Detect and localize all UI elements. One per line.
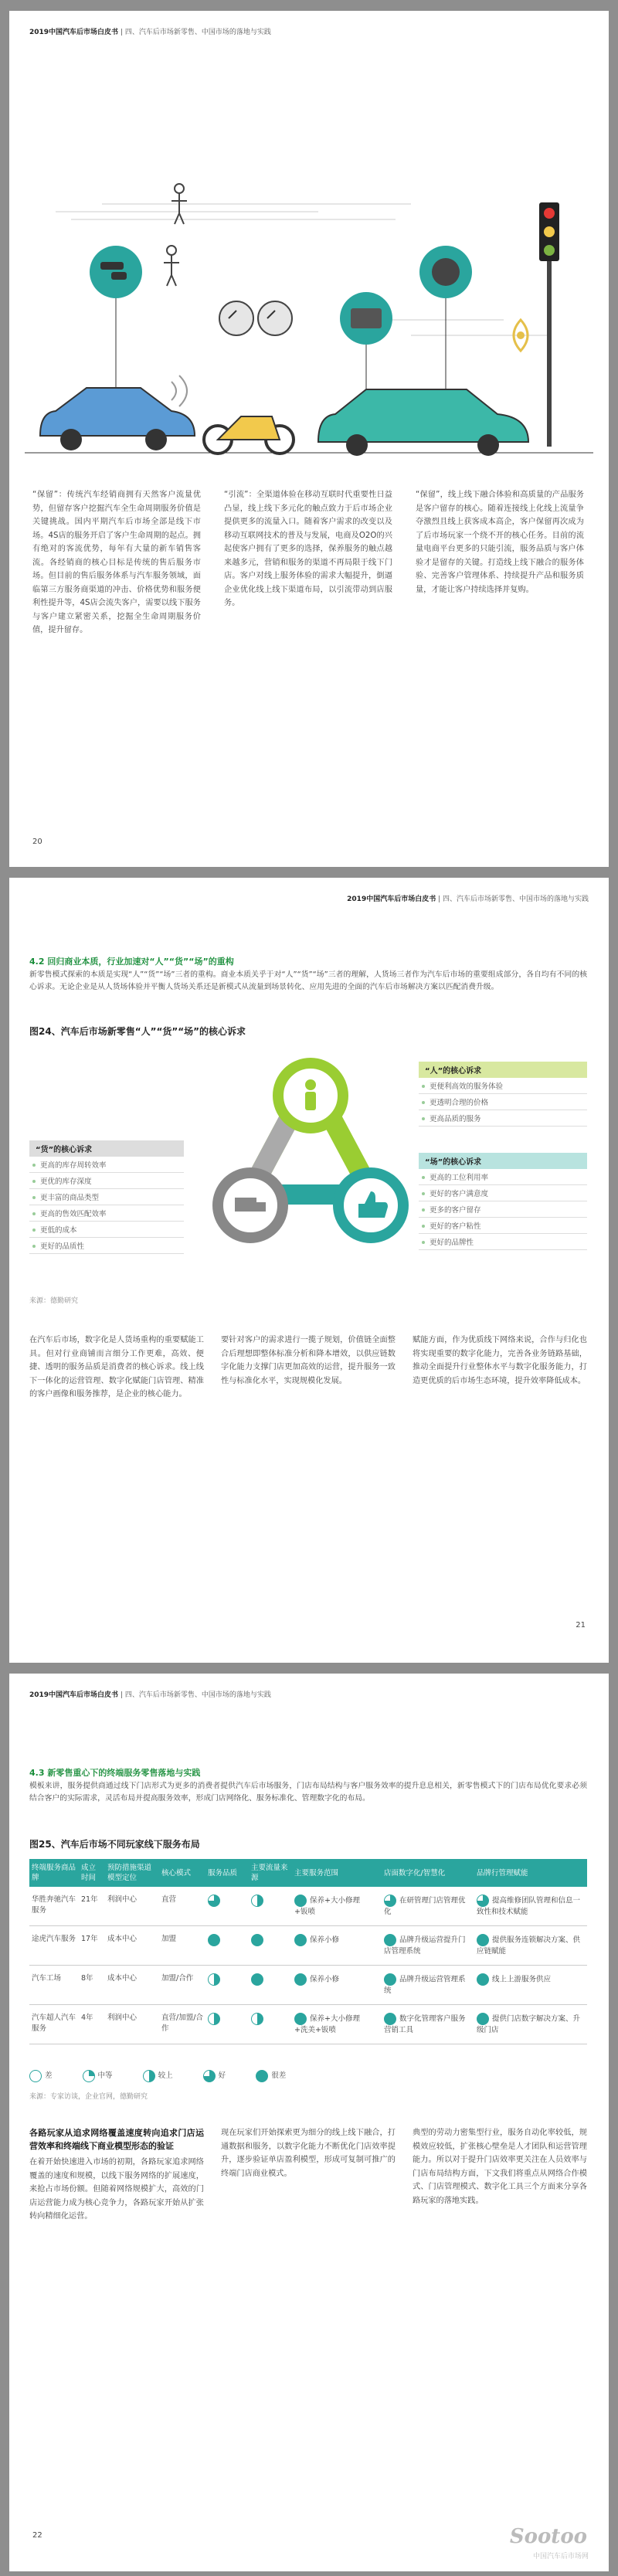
cell-center <box>105 1887 159 1926</box>
cell-year-text: 8年 <box>81 1974 93 1983</box>
status-circle-icon <box>384 1895 396 1907</box>
text-column-3: 典型的劳动力密集型行业，服务自动化率较低，规模效应较低，扩张核心壁垒是人才团队和运营管理能力。所以对于提升门店效率更关注在人员效率与门店布局结构方面，下文我们将重点从网络合作模式、门店管理模式、数字化工具三个方面来分享各路玩家的落地实践。 <box>413 2129 587 2205</box>
status-circle-icon <box>477 1934 489 1946</box>
status-circle-icon <box>294 1973 307 1986</box>
section-intro: 新零售模式探索的本质是实现“人”“货”“场”三者的重构。商业本质关乎于对“人”“货”“场”三者的理解，人货场三者作为汽车后市场的重要组成部分，各自均有不同的核心诉求。无论企业是从人货场体验并平衡人货场关系还是新模式从流量到场景转化、应用先进的全面的汽车后市场解决方案以匹配消费升级。 <box>29 970 587 991</box>
legend-item-5: 很差 <box>256 2071 300 2080</box>
gauge-icon-2 <box>258 301 292 335</box>
table-row <box>29 1887 587 1926</box>
col-digital: 店面数字化/智慧化 <box>382 1859 474 1887</box>
people-needs-title: “人”的核心诉求 <box>419 1062 587 1078</box>
figure-title: 图24、汽车后市场新零售“人”“货”“场”的核心诉求 <box>29 1026 246 1037</box>
cell-brand-text: 华胜奔驰汽车服务 <box>32 1895 76 1915</box>
cell-mode-text: 加盟/合作 <box>161 1974 194 1983</box>
cell-empower-text: 线上上游服务供应 <box>492 1975 552 1984</box>
table-row <box>29 2005 587 2044</box>
cell-scope <box>292 1887 382 1926</box>
legend-item-3: 较上 <box>143 2071 187 2080</box>
venue-needs <box>419 1153 587 1250</box>
person-circle-icon <box>278 1063 343 1128</box>
cell-digital <box>382 1887 474 1926</box>
rating-circle-icon <box>208 1934 220 1946</box>
thumbs-up-circle-icon <box>338 1173 403 1238</box>
cell-empower <box>474 2005 587 2044</box>
cell-traffic <box>249 1926 292 1966</box>
people-need-2: 更透明合理的价格 <box>419 1094 587 1110</box>
cell-center <box>105 2005 159 2044</box>
rating-icon <box>419 246 472 298</box>
cell-scope <box>292 2005 382 2044</box>
cell-brand <box>29 1926 79 1966</box>
rating-circle-icon <box>208 2013 220 2025</box>
three-quarter-circle-icon <box>203 2070 216 2082</box>
cell-center-text: 成本中心 <box>107 1974 138 1983</box>
watermark-logo: Sootoo <box>509 2525 587 2548</box>
rating-circle-icon <box>208 1973 220 1986</box>
cell-mode <box>159 1966 205 2005</box>
rating-circle-icon <box>251 1895 263 1907</box>
page-header: 2019中国汽车后市场白皮书 | 四、汽车后市场新零售、中国市场的落地与实践 <box>347 895 589 903</box>
cell-mode-text: 直营/加盟/合作 <box>161 2014 203 2033</box>
col-center: 预防措施渠道模型定位 <box>105 1859 159 1887</box>
cell-empower-text: 提高维修团队管理和信息一致性和技术赋能 <box>477 1896 581 1916</box>
cell-empower <box>474 1926 587 1966</box>
section-title: 4.3 新零售重心下的终端服务零售落地与实践 <box>29 1768 201 1778</box>
cell-mode <box>159 2005 205 2044</box>
text-column-2: 要针对客户的需求进行一揽子规划，价值链全面整合后理想即整体标准分析和降本增效，以供应链数字化能力支撑门店更加高效的运营，提升服务一致性与标准化水平，实现规模化发展。 <box>221 1336 396 1385</box>
cell-center <box>105 1926 159 1966</box>
cell-scope-text: 保养小修 <box>310 1935 340 1945</box>
col-quality: 服务品质 <box>205 1859 249 1887</box>
cell-digital-text: 数字化管理客户服务营销工具 <box>384 2014 466 2034</box>
col-mode: 核心模式 <box>159 1859 205 1887</box>
status-circle-icon <box>477 2013 489 2025</box>
goods-needs <box>29 1140 184 1254</box>
cell-digital <box>382 1966 474 2005</box>
cell-year-text: 21年 <box>81 1895 98 1904</box>
cell-traffic <box>249 1887 292 1926</box>
goods-need-2: 更优的库存深度 <box>29 1173 184 1189</box>
cell-year-text: 4年 <box>81 2014 93 2022</box>
cell-traffic <box>249 2005 292 2044</box>
text-column-1: 在汽车后市场，数字化是人货场重构的重要赋能工具。但对行业商铺而言细分工作更难，高效、便捷、透明的服务品质是消费者的核心诉求。线上线下一体化的运营管理、数字化赋能门店管理、精准的客户画像和服务推荐，是企业的核心能力。 <box>29 1336 204 1398</box>
cell-digital <box>382 1926 474 1966</box>
goods-need-5: 更低的成本 <box>29 1222 184 1238</box>
col-traffic: 主要流量来源 <box>249 1859 292 1887</box>
people-goods-venue-diagram <box>187 1048 434 1280</box>
figure-source: 来源：德勤研究 <box>29 1297 79 1305</box>
hands-icon <box>90 246 142 298</box>
rating-circle-icon <box>251 1934 263 1946</box>
cell-digital-text: 在研管理门店管理优化 <box>384 1896 466 1916</box>
cell-brand <box>29 1966 79 2005</box>
cell-scope <box>292 1966 382 2005</box>
goods-need-6: 更好的品质性 <box>29 1238 184 1254</box>
cell-traffic <box>249 1966 292 2005</box>
col-empower: 品牌行管理赋能 <box>474 1859 587 1887</box>
engine-icon <box>340 292 392 345</box>
text-column-3: “保留”，线上线下融合体验和高质量的产品服务是客户留存的核心。随着连接线上化线上流量争夺激烈且线上获客成本高企，客户保留再次成为了后市场玩家一个绕不开的核心任务。目前的流量电商平台更多的只能引流，服务品质与客户体验才是留存的关键。打造线上线下融合的服务体验、完善客户管理体系、持续提升产品和服务质量，才能让客户持续选择并复购。 <box>416 491 584 594</box>
player-layout-table <box>29 1859 587 2044</box>
legend-item-2: 中等 <box>83 2071 127 2080</box>
goods-need-3: 更丰富的商品类型 <box>29 1189 184 1205</box>
table-legend <box>29 2069 314 2082</box>
page-21 <box>9 878 609 1663</box>
col-brand: 终端服务商品牌 <box>29 1859 79 1887</box>
cell-digital <box>382 2005 474 2044</box>
gauge-icon <box>219 301 253 335</box>
status-circle-icon <box>294 1895 307 1907</box>
cell-digital-text: 品牌升级运营提升门店管理系统 <box>384 1935 466 1956</box>
venue-need-2: 更好的客户满意度 <box>419 1185 587 1201</box>
text-column-1: “保留”：传统汽车经销商拥有天然客户流量优势，但留存客户挖掘汽车全生命周期服务价值是关键挑战。国内平期汽车后市场全部是线下市场。4S店的服务开启了客户生命周期的起点。拥有绝对的客流优势，每年有大量的新车销售客流。各经销商的核心目标是传统的售后服务市场。但目前的售后服务体系与汽车服务领域，面临第三方服务商渠道的冲击、价格优势和服务便利性提升等，4S店会流失客户，需要以线下服务与客户建立紧密关系，挖掘全生命周期服务价值，提升留存。 <box>32 491 201 634</box>
table-row <box>29 1966 587 2005</box>
rating-circle-icon <box>251 1973 263 1986</box>
page-header: 2019中国汽车后市场白皮书 | 四、汽车后市场新零售、中国市场的落地与实践 <box>29 1691 271 1699</box>
page-number: 21 <box>576 1621 586 1630</box>
cell-scope-text: 保养+大小修理 +洗美+钣喷 <box>294 2014 360 2034</box>
cell-mode <box>159 1887 205 1926</box>
cell-empower <box>474 1966 587 2005</box>
full-circle-icon <box>256 2070 268 2082</box>
legend-item-1: 差 <box>29 2071 66 2080</box>
cell-year <box>79 1887 105 1926</box>
cell-brand-text: 汽车工场 <box>32 1974 62 1983</box>
cell-year <box>79 1966 105 2005</box>
cell-center <box>105 1966 159 2005</box>
cell-brand-text: 汽车超人汽车服务 <box>32 2014 76 2033</box>
empty-circle-icon <box>29 2070 42 2082</box>
status-circle-icon <box>384 1934 396 1946</box>
cell-empower-text: 提供服务连锁解决方案、供应链赋能 <box>477 1935 581 1956</box>
cell-mode <box>159 1926 205 1966</box>
legend-item-4: 好 <box>203 2071 240 2080</box>
green-car-icon <box>318 389 528 456</box>
cell-center-text: 利润中心 <box>107 1895 138 1904</box>
table-row <box>29 1926 587 1966</box>
quarter-circle-icon <box>83 2070 95 2082</box>
cell-quality <box>205 2005 249 2044</box>
traffic-light-icon <box>539 202 559 447</box>
watermark-subtitle: 中国汽车后市场网 <box>532 2553 589 2561</box>
status-circle-icon <box>384 1973 396 1986</box>
cell-scope <box>292 1926 382 1966</box>
col-scope: 主要服务范围 <box>292 1859 382 1887</box>
page-20 <box>9 11 609 867</box>
venue-need-5: 更好的品牌性 <box>419 1234 587 1250</box>
page-number: 22 <box>32 2531 42 2540</box>
auto-aftermarket-illustration <box>9 73 609 474</box>
status-circle-icon <box>294 2013 307 2025</box>
goods-need-4: 更高的售效匹配效率 <box>29 1205 184 1222</box>
section-intro: 模板来讲，服务提供商通过线下门店形式为更多的消费者提供汽车后市场服务，门店布局结构与客户服务效率的提升息息相关，新零售模式下的门店布局优化要求必须结合客户的实际需求，灵活布局并提高服务效率，形成门店网络化、服务标准化、管理数字化的布局。 <box>29 1782 587 1803</box>
motorcycle-icon <box>204 416 294 454</box>
page-number: 20 <box>32 838 42 846</box>
figure-title: 图25、汽车后市场不同玩家线下服务布局 <box>29 1839 200 1850</box>
status-circle-icon <box>384 2013 396 2025</box>
status-circle-icon <box>294 1934 307 1946</box>
figure-source: 来源：专家访谈，企业官网，德勤研究 <box>29 2093 148 2101</box>
cell-center-text: 成本中心 <box>107 1935 138 1943</box>
truck-circle-icon <box>218 1173 283 1238</box>
people-need-1: 更便利高效的服务体验 <box>419 1078 587 1094</box>
cell-empower-text: 提供门店数字解决方案、升级门店 <box>477 2014 581 2034</box>
cell-year <box>79 2005 105 2044</box>
venue-needs-title: “场”的核心诉求 <box>419 1153 587 1169</box>
people-need-3: 更高品质的服务 <box>419 1110 587 1127</box>
section-title: 4.2 回归商业本质，行业加速对“人”“货”“场”的重构 <box>29 957 234 967</box>
cell-quality <box>205 1926 249 1966</box>
half-circle-icon <box>143 2070 155 2082</box>
column-body: 在着开始快速进入市场的初期，各路玩家追求网络覆盖的速度和规模，以线下服务网络的扩展速度，来抢占市场份额。但随着网络规模扩大，高效的门店运营能力成为核心竞争力，各路玩家开始从扩张转向精细化运营。 <box>29 2158 204 2221</box>
blue-car-icon <box>40 376 195 450</box>
rating-circle-icon <box>251 2013 263 2025</box>
goods-needs-title: “货”的核心诉求 <box>29 1140 184 1157</box>
text-column-3: 赋能方面，作为优质线下网络来说，合作与归化也将实现重要的数字化能力，完善各业务链路基础，推动全面提升行业整体水平与数字化服务能力，打造更优质的后市场生态环境，提升效率降低成本。 <box>413 1336 587 1385</box>
venue-need-3: 更多的客户留存 <box>419 1201 587 1218</box>
cell-empower <box>474 1887 587 1926</box>
venue-need-1: 更高的工位利用率 <box>419 1169 587 1185</box>
cell-center-text: 利润中心 <box>107 2014 138 2022</box>
cell-quality <box>205 1966 249 2005</box>
page-header: 2019中国汽车后市场白皮书 | 四、汽车后市场新零售、中国市场的落地与实践 <box>29 29 271 36</box>
venue-need-4: 更好的客户粘性 <box>419 1218 587 1234</box>
column-heading: 各路玩家从追求网络覆盖速度转向追求门店运营效率和终端线下商业模型形态的验证 <box>29 2128 204 2151</box>
goods-need-1: 更高的库存周转效率 <box>29 1157 184 1173</box>
cell-digital-text: 品牌升级运营管理系统 <box>384 1975 466 1995</box>
text-column-2: “引流”：全渠道体验在移动互联时代重要性日益凸显，线上线下多元化的触点致力于后市场企业提供更多的流量入口。随着客户需求的改变以及移动互联网技术的普及与发展，电商及O2O的兴起使客户拥有了更多的选择，保养服务的触点越来越多元，营销和服务的渠道不再局限于线下门店。客户对线上服务体验的需求大幅提升，倒逼企业优化线上线下渠道布局，以引流带动到店服务。 <box>224 491 392 607</box>
cell-year-text: 17年 <box>81 1935 98 1943</box>
people-needs <box>419 1062 587 1127</box>
cell-year <box>79 1926 105 1966</box>
text-column-1 <box>29 2126 204 2224</box>
cell-scope-text: 保养+大小修理 +钣喷 <box>294 1896 360 1916</box>
col-year: 成立时间 <box>79 1859 105 1887</box>
mechanic-icon <box>164 246 179 286</box>
rating-circle-icon <box>208 1895 220 1907</box>
cell-brand-text: 途虎汽车服务 <box>32 1935 76 1943</box>
status-circle-icon <box>477 1895 489 1907</box>
cell-brand <box>29 2005 79 2044</box>
cell-mode-text: 直营 <box>161 1895 177 1904</box>
cell-quality <box>205 1887 249 1926</box>
status-circle-icon <box>477 1973 489 1986</box>
cell-mode-text: 加盟 <box>161 1935 177 1943</box>
page-22 <box>9 1674 609 2571</box>
text-column-2: 现在玩家们开始探索更为细分的线上线下融合，打通数据和服务，以数字化能力不断优化门店效率提升，逐步验证单店盈利模型，形成可复制可推广的终端门店商业模式。 <box>221 2129 396 2178</box>
cell-brand <box>29 1887 79 1926</box>
cell-scope-text: 保养小修 <box>310 1975 340 1984</box>
